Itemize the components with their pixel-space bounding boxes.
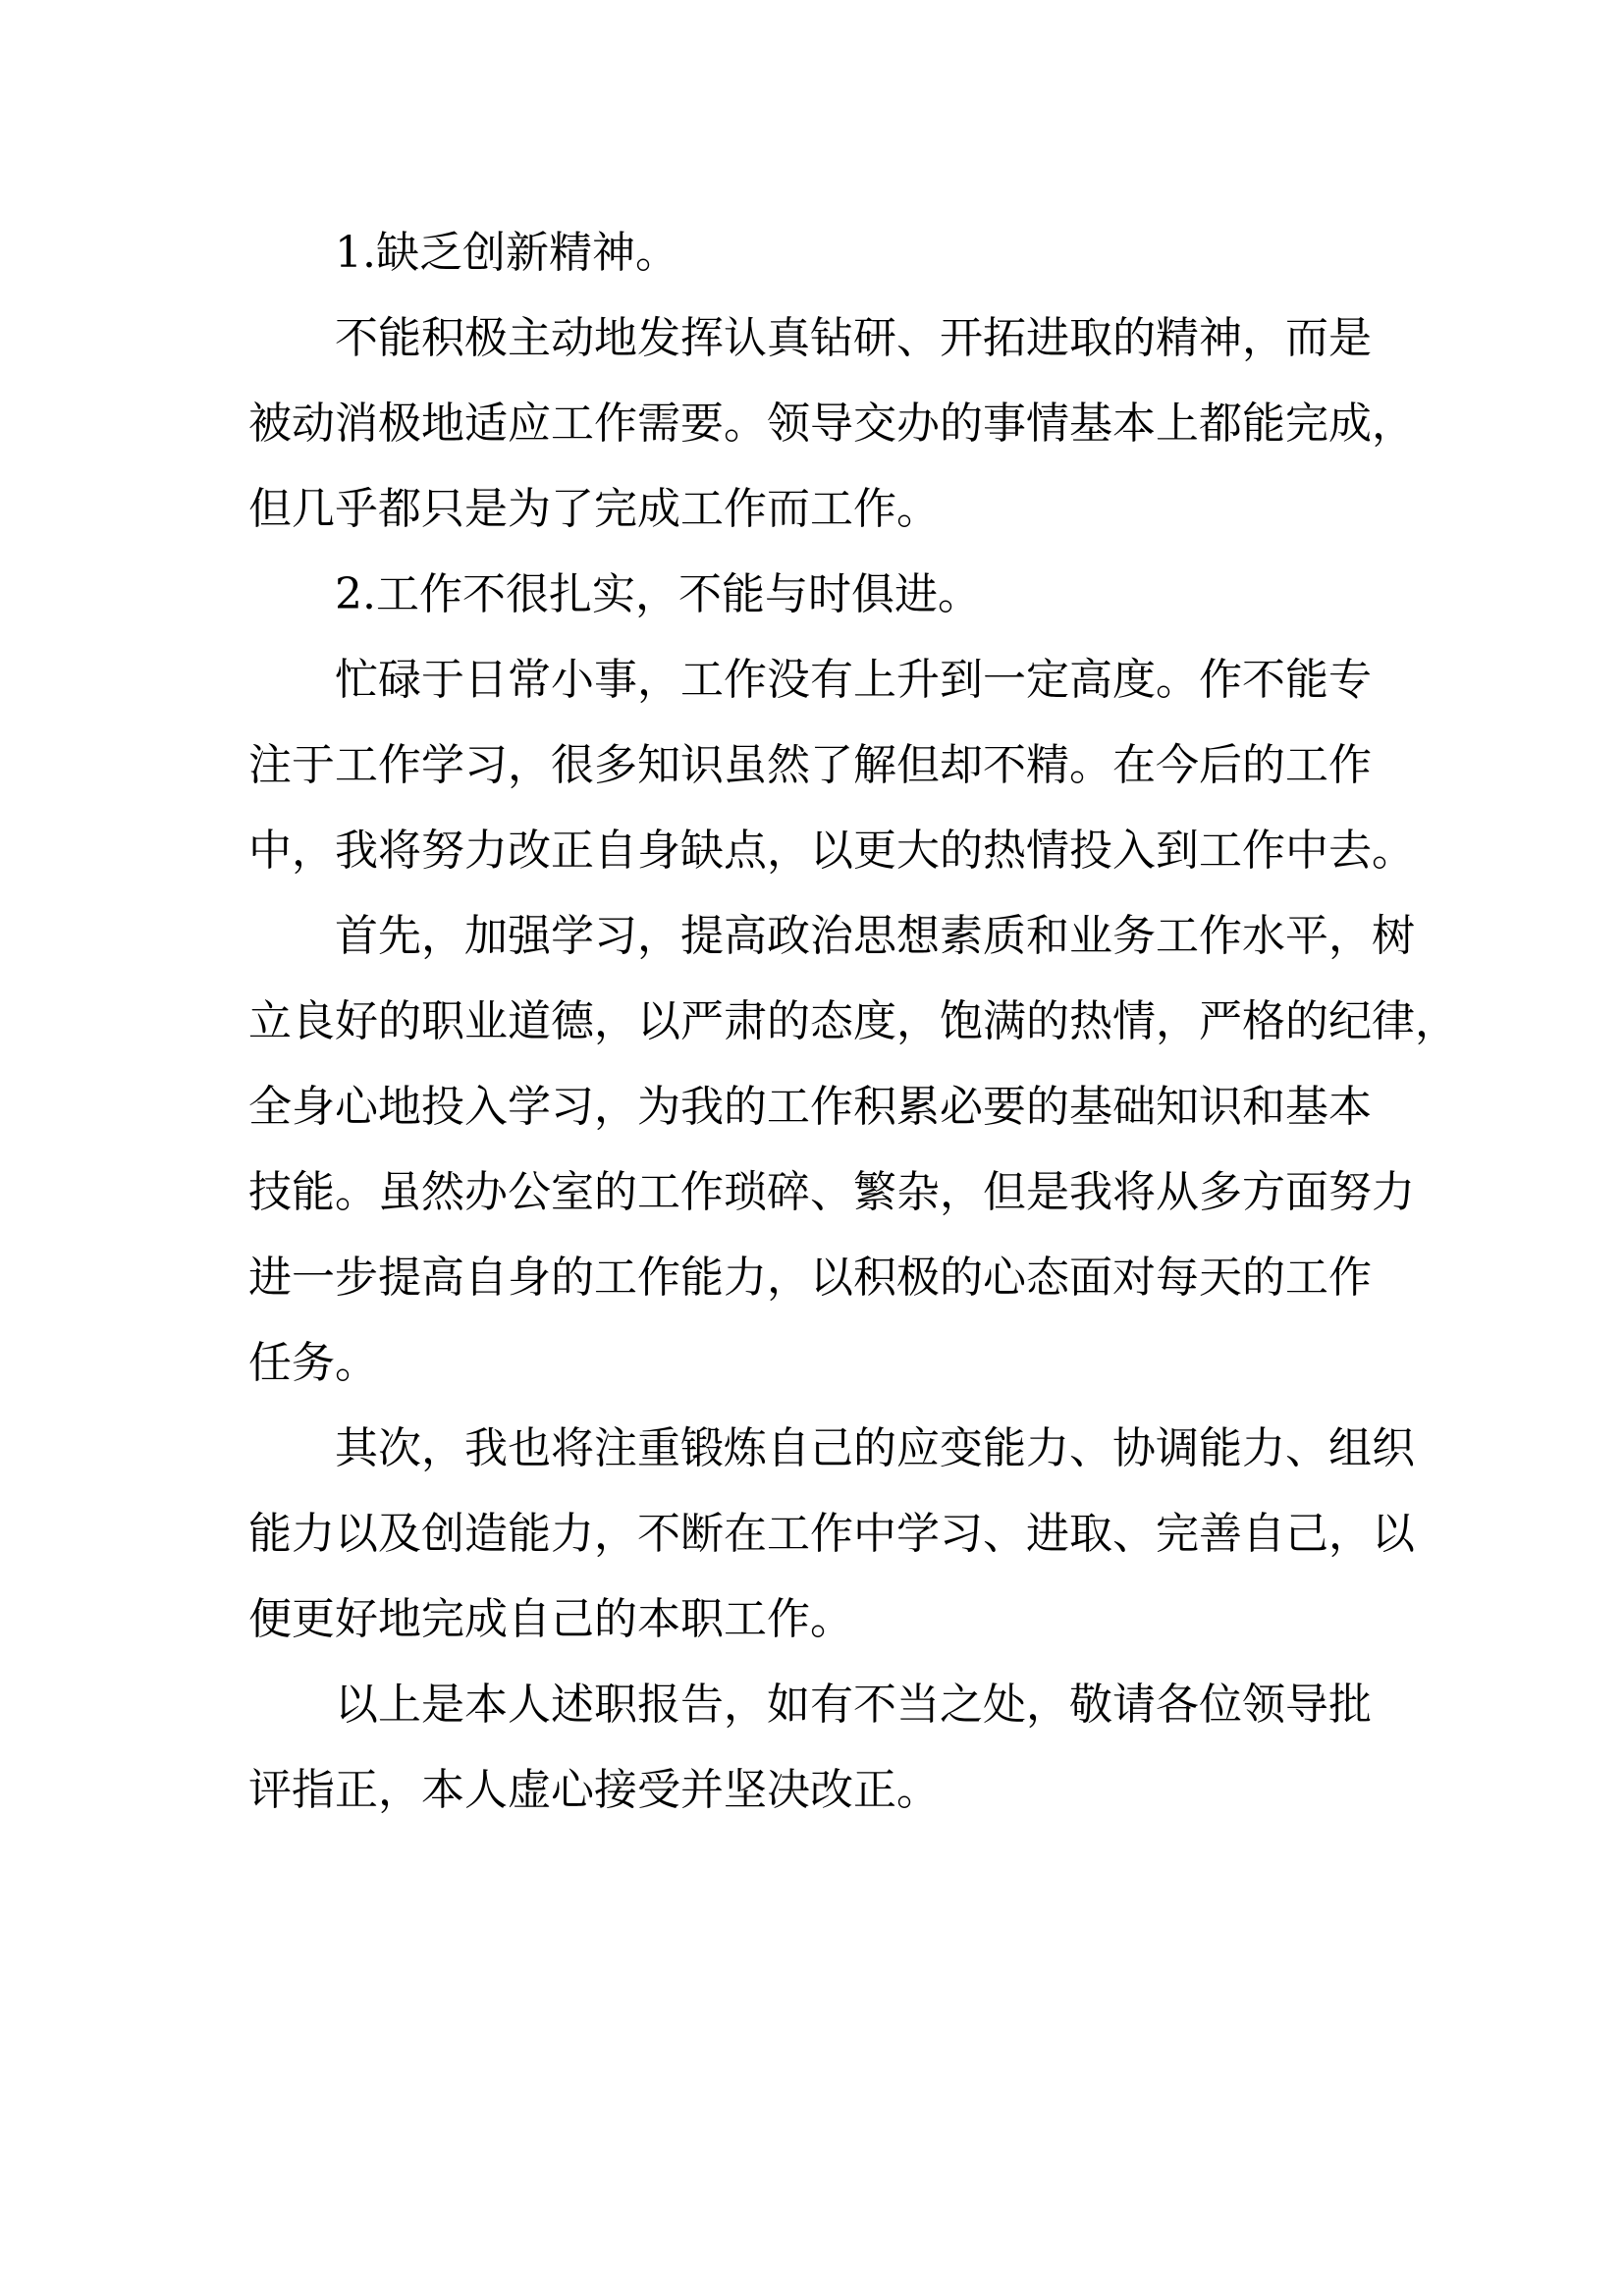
text-line: 被动消极地适应工作需要。领导交办的事情基本上都能完成，: [248, 399, 1415, 449]
text-line: 全身心地投入学习，为我的工作积累必要的基础知识和基本: [248, 1082, 1372, 1132]
text-line: 立良好的职业道德，以严肃的态度，饱满的热情，严格的纪律，: [248, 996, 1458, 1046]
paragraph-lack-of-innovation: [248, 309, 1415, 565]
text-line: 便更好地完成自己的本职工作。: [248, 1594, 853, 1644]
paragraph-closing: [248, 1676, 1387, 1846]
text-line: 任务。: [248, 1338, 378, 1388]
paragraph-busy-with-routine: [248, 651, 1415, 907]
text-line: 进一步提高自身的工作能力，以积极的心态面对每天的工作: [248, 1253, 1372, 1303]
document-body: [248, 224, 1458, 1846]
text-line: 不能积极主动地发挥认真钻研、开拓进取的精神，而是: [335, 313, 1372, 363]
text-line: 1.缺乏创新精神。: [335, 228, 678, 278]
text-line: 忙碌于日常小事，工作没有上升到一定高度。作不能专: [335, 655, 1372, 705]
paragraph-second-build-abilities: [248, 1419, 1415, 1676]
text-line: 中，我将努力改正自身缺点，以更大的热情投入到工作中去。: [248, 826, 1415, 876]
text-line: 但几乎都只是为了完成工作而工作。: [248, 484, 940, 534]
text-line: 能力以及创造能力，不断在工作中学习、进取、完善自己，以: [248, 1509, 1415, 1559]
text-line: 首先，加强学习，提高政治思想素质和业务工作水平，树: [335, 911, 1415, 961]
section-heading-2: [248, 565, 1387, 651]
text-line: 其次，我也将注重锻炼自己的应变能力、协调能力、组织: [335, 1423, 1415, 1473]
text-line: 注于工作学习，很多知识虽然了解但却不精。在今后的工作: [248, 740, 1372, 790]
text-line: 以上是本人述职报告，如有不当之处，敬请各位领导批: [335, 1680, 1372, 1730]
paragraph-first-strengthen-learning: [248, 907, 1458, 1419]
text-line: 2.工作不很扎实，不能与时俱进。: [335, 569, 981, 619]
text-line: 技能。虽然办公室的工作琐碎、繁杂，但是我将从多方面努力: [248, 1167, 1415, 1217]
text-line: 评指正，本人虚心接受并坚决改正。: [248, 1765, 940, 1815]
section-heading-1: [248, 224, 1387, 309]
